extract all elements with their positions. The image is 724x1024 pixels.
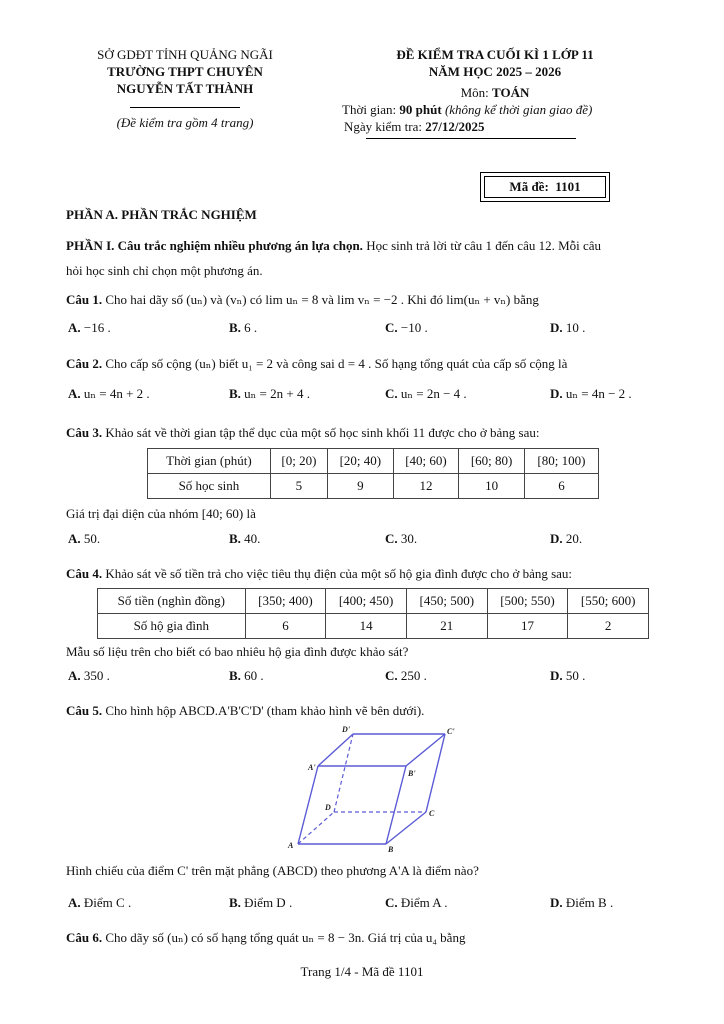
school-name-2: NGUYỄN TẤT THÀNH (116, 81, 254, 96)
edge-aa1 (298, 766, 318, 844)
table-row (98, 614, 649, 639)
edge-ad (298, 812, 334, 844)
q5-option-d[interactable]: D. Điểm B . (550, 895, 614, 910)
date-label: Ngày kiểm tra: (344, 119, 426, 134)
date-line (344, 118, 660, 135)
label-d: D (325, 803, 331, 812)
q4-option-b[interactable]: B. 60 . (229, 668, 264, 683)
table-cell: [60; 80) (459, 449, 525, 474)
table-cell: 17 (487, 614, 568, 639)
table-cell: Số học sinh (148, 474, 271, 499)
label-b1: B' (408, 769, 416, 778)
table-cell: Thời gian (phút) (148, 449, 271, 474)
q2-option-d[interactable]: D. uₙ = 4n − 2 . (550, 386, 632, 401)
table-cell: [500; 550) (487, 589, 568, 614)
table-cell: [80; 100) (524, 449, 598, 474)
table-electricity (97, 588, 649, 639)
subject-line (330, 84, 660, 101)
q4-options (0, 668, 724, 686)
table-cell: 6 (245, 614, 326, 639)
edge-b1c1 (406, 734, 445, 766)
table-exercise-time (147, 448, 599, 499)
q5-label: Câu 5. (66, 703, 103, 718)
header-left (60, 46, 310, 131)
q4-option-a[interactable]: A. 350 . (68, 668, 110, 683)
date-underline (366, 138, 576, 139)
time-note: (không kể thời gian giao đề) (441, 102, 593, 117)
q5-option-a[interactable]: A. Điểm C . (68, 895, 132, 910)
part-1-title: PHẦN I. Câu trắc nghiệm nhiều phương án lựa chọn. (66, 238, 363, 253)
edge-bb1 (386, 766, 406, 844)
table-cell: Số tiền (nghìn đồng) (98, 589, 246, 614)
table-cell: [0; 20) (270, 449, 327, 474)
table-cell: 12 (393, 474, 459, 499)
table-cell: 6 (524, 474, 598, 499)
table-cell: [40; 60) (393, 449, 459, 474)
q1-option-c[interactable]: C. −10 . (385, 320, 428, 335)
table-cell: 14 (326, 614, 407, 639)
q4-label: Câu 4. (66, 566, 103, 581)
q4-option-d[interactable]: D. 50 . (550, 668, 586, 683)
q3-options (0, 531, 724, 549)
q1-label: Câu 1. (66, 292, 103, 307)
q6-text: Cho dãy số (uₙ) có số hạng tổng quát uₙ = 8 − 3n. Giá trị của u₄ bằng (102, 930, 466, 945)
q2-options (0, 386, 724, 404)
table-cell: 2 (568, 614, 649, 639)
q2-label: Câu 2. (66, 356, 103, 371)
q6-label: Câu 6. (66, 930, 103, 945)
edge-bc (386, 812, 426, 844)
time-line (342, 101, 660, 118)
code-label: Mã đề: (509, 179, 549, 194)
table-cell: 10 (459, 474, 525, 499)
table-cell: [20; 40) (328, 449, 394, 474)
label-c1: C' (447, 727, 455, 736)
subject-value: TOÁN (492, 85, 530, 100)
edge-cc1 (426, 734, 445, 812)
school-name-1: TRƯỜNG THPT CHUYÊN (107, 64, 263, 79)
table-cell: [350; 400) (245, 589, 326, 614)
table-cell: 5 (270, 474, 327, 499)
header-right (330, 46, 660, 139)
label-c: C (429, 809, 435, 818)
dept-name: SỞ GDĐT TỈNH QUẢNG NGÃI (97, 47, 273, 62)
label-a: A (288, 841, 294, 850)
table-cell: [550; 600) (568, 589, 649, 614)
table-cell: [400; 450) (326, 589, 407, 614)
q5-followup: Hình chiếu của điểm C' trên mặt phẳng (ABCD) theo phương A'A là điểm nào? (66, 863, 479, 878)
page-footer: Trang 1/4 - Mã đề 1101 (300, 964, 424, 979)
q5-text: Cho hình hộp ABCD.A'B'C'D' (tham khảo hình vẽ bên dưới). (102, 703, 425, 718)
edge-a1d1 (318, 734, 353, 766)
q2-option-b[interactable]: B. uₙ = 2n + 4 . (229, 386, 310, 401)
school-year: NĂM HỌC 2025 – 2026 (428, 64, 562, 79)
parallelepiped-figure (280, 722, 470, 852)
table-row (148, 449, 599, 474)
edge-dd1 (334, 734, 353, 812)
table-row (148, 474, 599, 499)
q2-option-a[interactable]: A. uₙ = 4n + 2 . (68, 386, 150, 401)
subject-label: Môn: (460, 85, 493, 100)
part-1-text: Học sinh trả lời từ câu 1 đến câu 12. Mỗi câu (362, 238, 602, 253)
q1-option-b[interactable]: B. 6 . (229, 320, 258, 335)
q2-text: Cho cấp số cộng (uₙ) biết u₁ = 2 và công sai d = 4 . Số hạng tổng quát của cấp số cộng là (102, 356, 568, 371)
q2-option-c[interactable]: C. uₙ = 2n − 4 . (385, 386, 467, 401)
table-cell: Số hộ gia đình (98, 614, 246, 639)
question-4 (66, 565, 666, 583)
exam-title: ĐỀ KIỂM TRA CUỐI KÌ 1 LỚP 11 (396, 47, 594, 62)
table-cell: 9 (328, 474, 394, 499)
q3-option-c[interactable]: C. 30. (385, 531, 418, 546)
part-1-text-2: hỏi học sinh chỉ chọn một phương án. (66, 263, 263, 278)
q3-option-d[interactable]: D. 20. (550, 531, 583, 546)
q1-options (0, 320, 724, 338)
question-2 (66, 355, 666, 373)
label-a1: A' (308, 763, 316, 772)
question-6 (66, 929, 666, 947)
label-d1: D' (342, 725, 350, 734)
question-1 (66, 291, 666, 309)
part-a-heading: PHẦN A. PHẦN TRẮC NGHIỆM (66, 207, 257, 222)
header-divider (130, 107, 240, 108)
date-value: 27/12/2025 (425, 119, 485, 134)
code-value: 1101 (555, 179, 581, 194)
page-count-note: (Đề kiểm tra gồm 4 trang) (116, 115, 254, 130)
time-value: 90 phút (399, 102, 442, 117)
exam-code-box (480, 172, 610, 202)
table-row (98, 589, 649, 614)
time-label: Thời gian: (342, 102, 400, 117)
q3-label: Câu 3. (66, 425, 103, 440)
q4-followup: Mẫu số liệu trên cho biết có bao nhiêu hộ gia đình được khảo sát? (66, 644, 409, 659)
q1-option-d[interactable]: D. 10 . (550, 320, 586, 335)
q1-text: Cho hai dãy số (uₙ) và (vₙ) có lim uₙ = 8 và lim vₙ = −2 . Khi đó lim(uₙ + vₙ) bằng (102, 292, 539, 307)
q5-option-b[interactable]: B. Điểm D . (229, 895, 293, 910)
label-b: B (388, 845, 394, 852)
table-cell: [450; 500) (406, 589, 487, 614)
question-5 (66, 702, 666, 720)
q5-options (0, 895, 724, 913)
q3-option-b[interactable]: B. 40. (229, 531, 261, 546)
q4-option-c[interactable]: C. 250 . (385, 668, 427, 683)
question-3 (66, 424, 666, 442)
q4-text: Khảo sát về số tiền trả cho việc tiêu thụ điện của một số hộ gia đình được cho ở bảng sau: (102, 566, 573, 581)
q1-option-a[interactable]: A. −16 . (68, 320, 111, 335)
q3-followup: Giá trị đại diện của nhóm [40; 60) là (66, 506, 256, 521)
q3-option-a[interactable]: A. 50. (68, 531, 101, 546)
part-1-intro (66, 233, 686, 283)
table-cell: 21 (406, 614, 487, 639)
q3-text: Khảo sát về thời gian tập thể dục của một số học sinh khối 11 được cho ở bảng sau: (102, 425, 540, 440)
q5-option-c[interactable]: C. Điểm A . (385, 895, 448, 910)
